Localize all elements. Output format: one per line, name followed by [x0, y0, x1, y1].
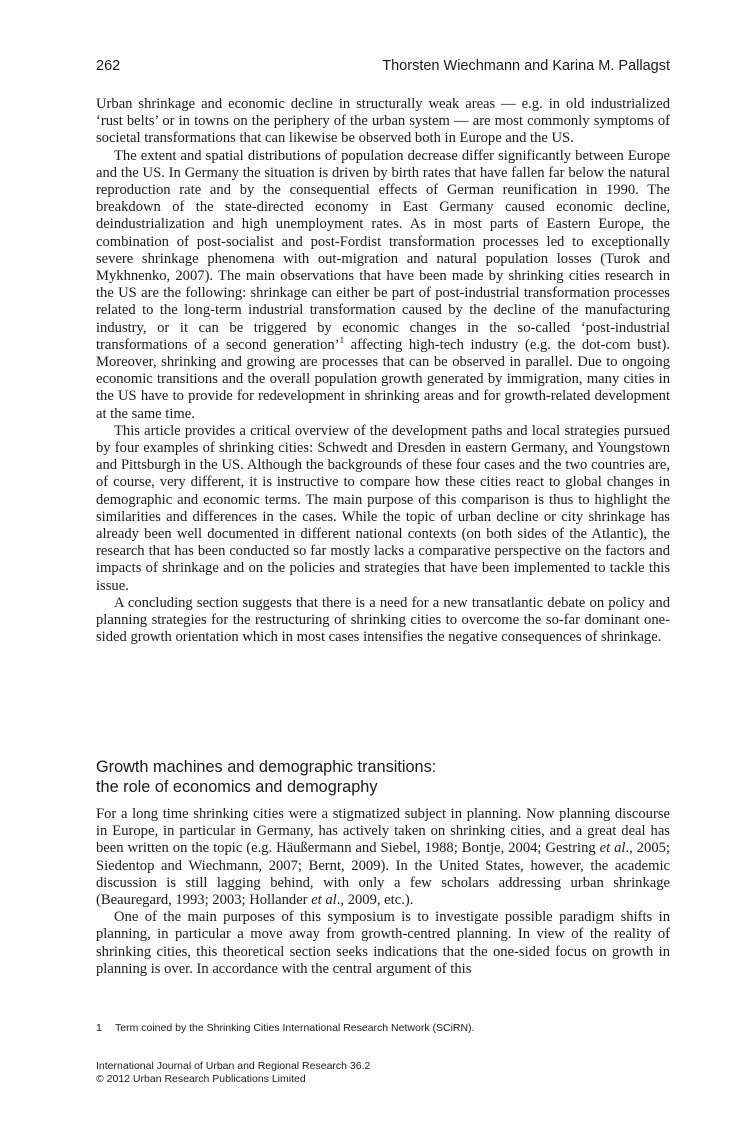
et-al-italic: et al [599, 840, 626, 857]
journal-name: International Journal of Urban and Regional Research 36.2 [96, 1060, 371, 1072]
footnote-number: 1 [96, 1022, 102, 1034]
section-body [96, 806, 670, 978]
running-header [96, 58, 670, 78]
paragraph-1: Urban shrinkage and economic decline in structurally weak areas — e.g. in old industrialized ‘rust belts’ or in towns on the periphery of the urban system — are most commonly symptoms of societal transformations that can likewise be observed both in Europe and the US. [96, 96, 670, 147]
copyright: © 2012 Urban Research Publications Limited [96, 1072, 306, 1085]
section-paragraph-1-text-b: ., 2005; Siedentop and Wiechmann, 2007; Bernt, 2009). In the United States, however, the academic discussion is still lagging behind, with only a few scholars addressing urban shrinkage (Beauregard, 1993; 2003; Hollander [96, 840, 670, 909]
section-heading-line-1: Growth machines and demographic transitions: [96, 758, 437, 776]
page-footer [96, 1060, 670, 1085]
paragraph-2-text-b: affecting high-tech industry (e.g. the dot-com bust). Moreover, shrinking and growing are processes that can be observed in parallel. Due to ongoing economic transitions and the overall population growth generated by immigration, many cities in the US have to provide for redevelopment in shrinking areas and for growth-related development at the same time. [96, 336, 670, 422]
page-number: 262 [96, 58, 121, 74]
footnote [96, 1022, 670, 1035]
section-heading [96, 757, 670, 797]
paragraph-3: This article provides a critical overview of the development paths and local strategies pursued by four examples of shrinking cities: Schwedt and Dresden in eastern Germany, and Youngstown and Pittsburgh in the US. Although the backgrounds of these four cases and the two countries are, of course, very different, it is instructive to compare how these cities react to global changes in demographic and economic terms. The main purpose of this comparison is thus to highlight the similarities and differences in the cases. While the topic of urban decline or city shrinkage has already been well documented in different national contexts (on both sides of the Atlantic), the research that has been conducted so far mostly lacks a comparative perspective on the factors and impacts of shrinkage and on the policies and strategies that have been implemented to tackle this issue. [96, 422, 670, 594]
section-paragraph-2: One of the main purposes of this symposium is to investigate possible paradigm shifts in planning, in particular a move away from growth-centred planning. In view of the reality of shrinking cities, this theoretical section seeks indications that the one-sided focus on growth in planning is over. In accordance with the central argument of this [96, 909, 670, 977]
paragraph-2-text-a: The extent and spatial distributions of population decrease differ significantly between Europe and the US. In Germany the situation is driven by birth rates that have fallen far below the natural reproduction rate and by the consequential effects of German reunification in 1990. The breakdown of the state-directed economy in East Germany caused economic decline, deindustrialization and high unemployment rates. As in most parts of Eastern Europe, the combination of post-socialist and post-Fordist transformation processes led to exceptionally severe shrinkage phenomena with out-migration and natural population losses (Turok and Mykhnenko, 2007). The main observations that have been made by shrinking cities research in the US are the following: shrinkage can either be part of post-industrial transformation processes related to the long-term industrial transformation caused by the decline of the manufacturing industry, or it can be triggered by economic changes in the so-called ‘post-industrial transformations of a second generation’ [96, 147, 670, 353]
section-paragraph-1-text-a: For a long time shrinking cities were a stigmatized subject in planning. Now planning discourse in Europe, in particular in Germany, has actively taken on shrinking cities, and a great deal has been written on the topic (e.g. Häußermann and Siebel, 1988; Bontje, 2004; Gestring [96, 806, 670, 857]
section-paragraph-1 [96, 806, 670, 909]
intro-body [96, 96, 670, 647]
paragraph-4: A concluding section suggests that there is a need for a new transatlantic debate on policy and planning strategies for the restructuring of shrinking cities to overcome the so-far dominant one-sided growth orientation which in most cases intensifies the negative consequences of shrinkage. [96, 594, 670, 646]
section-paragraph-1-text-c: ., 2009, etc.). [336, 892, 414, 909]
footnote-reference[interactable]: 1 [339, 334, 345, 345]
footnote-text: Term coined by the Shrinking Cities International Research Network (SCiRN). [115, 1022, 475, 1034]
paragraph-2 [96, 148, 670, 423]
running-head-authors: Thorsten Wiechmann and Karina M. Pallagst [382, 58, 670, 74]
et-al-italic: et al [311, 892, 337, 909]
section-heading-line-2: the role of economics and demography [96, 778, 378, 796]
